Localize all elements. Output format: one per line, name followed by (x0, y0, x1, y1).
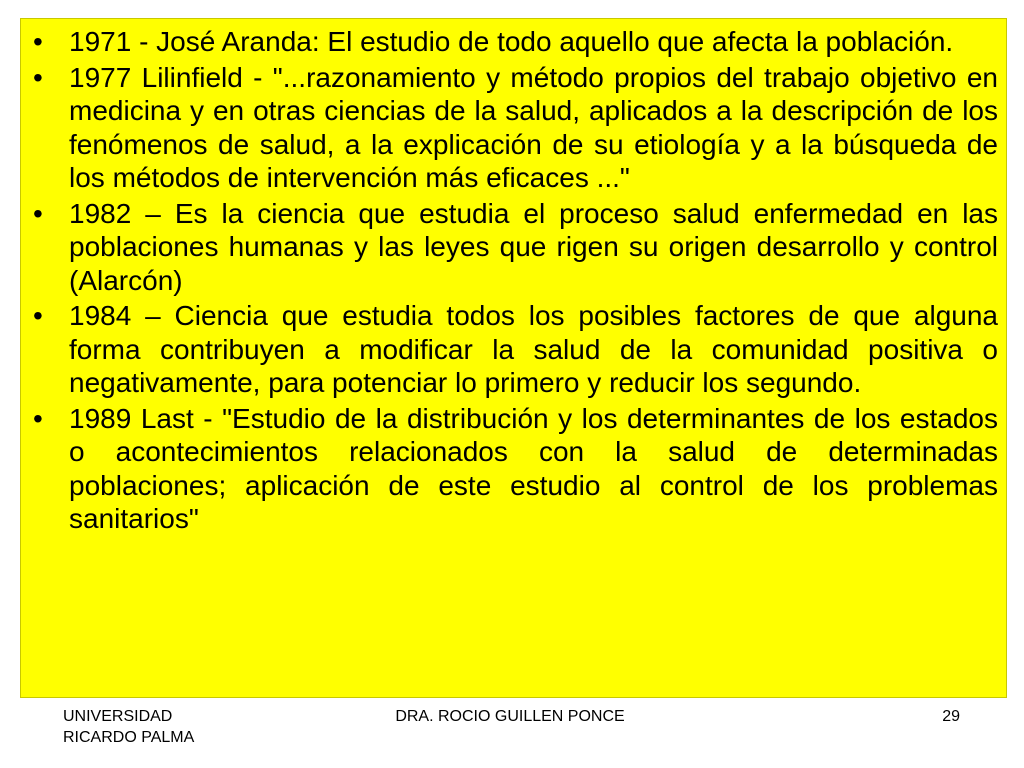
footer-author: DRA. ROCIO GUILLEN PONCE (395, 708, 625, 725)
bullet-item-1971 (29, 25, 998, 59)
bullet-marker: • (33, 300, 43, 331)
bullet-marker: • (33, 402, 43, 434)
footer-university-line2: RICARDO PALMA (63, 729, 195, 746)
footer-page-number: 29 (942, 708, 960, 725)
bullet-marker: • (33, 26, 43, 57)
bullet-list (29, 25, 998, 538)
bullet-item-1977 (29, 61, 998, 195)
bullet-marker: • (33, 61, 43, 93)
bullet-item-1982 (29, 197, 998, 298)
bullet-text: 1977 Lilinfield - "...razonamiento y método propios del trabajo objetivo en medicina y en otras ciencias de la salud, aplicados a la descripción de los fenómenos de salud, a la explicación de su etiología y a la búsqueda de los métodos de intervención más eficaces ..." (69, 61, 998, 193)
bullet-text: 1989 Last - "Estudio de la distribución y los determinantes de los estados o acontecimientos relacionados con la salud de determinadas poblaciones; aplicación de este estudio al control de los problemas sanitarios" (69, 402, 998, 534)
bullet-item-1989 (29, 402, 998, 536)
bullet-marker: • (33, 197, 43, 229)
bullet-text: 1984 – Ciencia que estudia todos los posibles factores de que alguna forma contribuyen a modificar la salud de la comunidad positiva o negativamente, para potenciar lo primero y reducir los segundo. (69, 300, 998, 398)
slide-content-box (20, 18, 1007, 698)
bullet-text: 1971 - José Aranda: El estudio de todo aquello que afecta la población. (69, 26, 954, 57)
bullet-text: 1982 – Es la ciencia que estudia el proceso salud enfermedad en las poblaciones humanas y las leyes que rigen su origen desarrollo y control (Alarcón) (69, 197, 998, 296)
footer-university (63, 706, 283, 748)
footer-university-line1: UNIVERSIDAD (63, 708, 173, 725)
bullet-item-1984 (29, 299, 998, 400)
